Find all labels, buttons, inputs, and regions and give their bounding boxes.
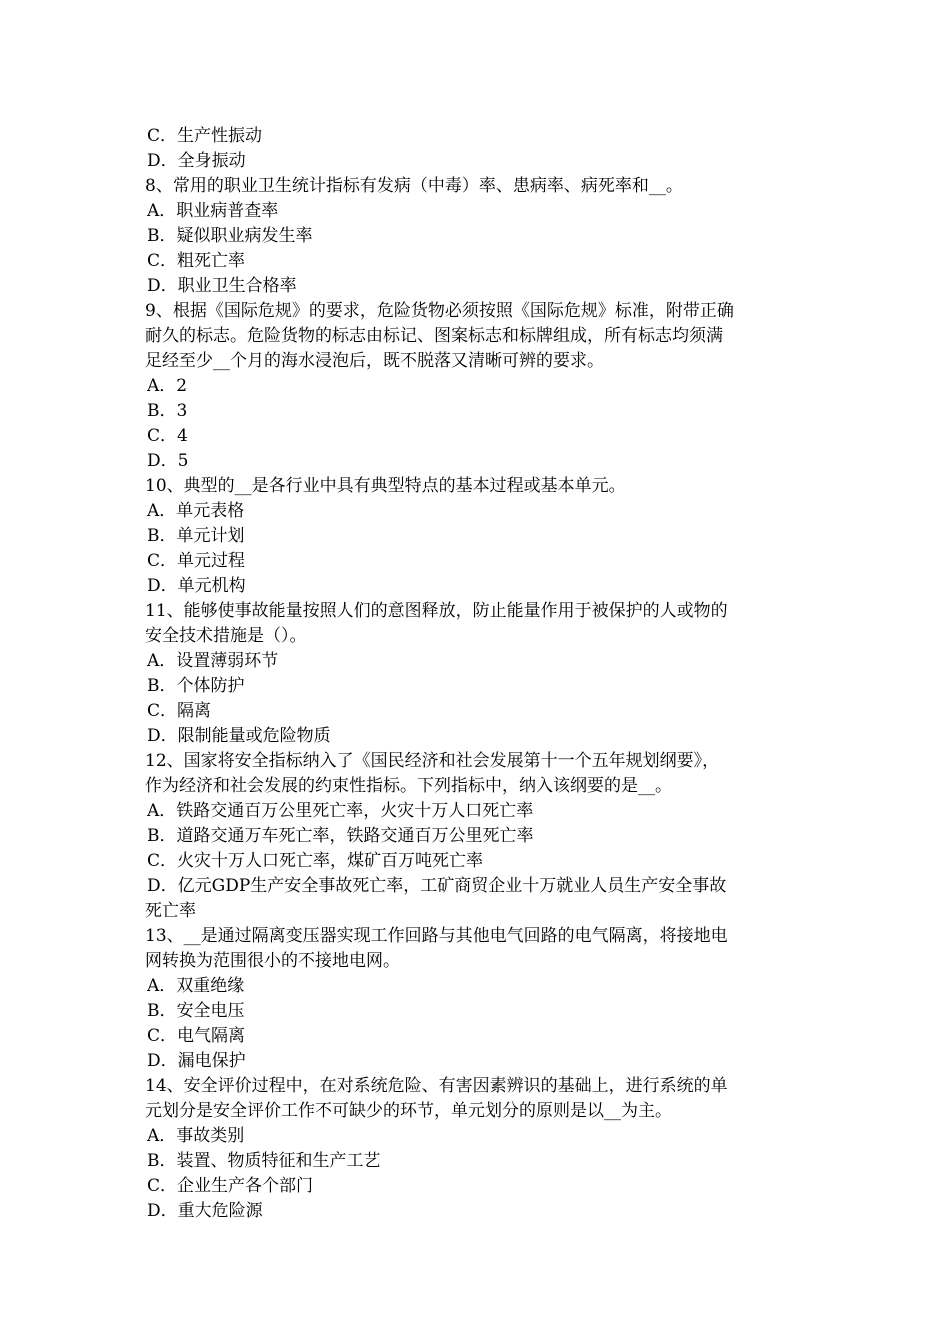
answer-option-line: B．个体防护	[147, 676, 245, 696]
answer-option-line: B．道路交通万车死亡率，铁路交通百万公里死亡率	[147, 826, 534, 846]
answer-option-line: D．限制能量或危险物质	[147, 726, 331, 746]
answer-option-line: B．3	[147, 401, 188, 421]
question-text-line: 10、典型的__是各行业中具有典型特点的基本过程或基本单元。	[145, 476, 626, 496]
answer-option-line: A．设置薄弱环节	[147, 651, 279, 671]
question-text-line: 元划分是安全评价工作不可缺少的环节，单元划分的原则是以__为主。	[145, 1101, 672, 1121]
answer-option-line: D．职业卫生合格率	[147, 276, 297, 296]
answer-option-line: D．全身振动	[147, 151, 246, 171]
answer-option-line: A．铁路交通百万公里死亡率，火灾十万人口死亡率	[147, 801, 534, 821]
question-text-line: 14、安全评价过程中，在对系统危险、有害因素辨识的基础上，进行系统的单	[145, 1076, 728, 1096]
answer-option-line: C．粗死亡率	[147, 251, 246, 271]
question-text-line: 足经至少__个月的海水浸泡后，既不脱落又清晰可辨的要求。	[145, 351, 604, 371]
question-text-line: 12、国家将安全指标纳入了《国民经济和社会发展第十一个五年规划纲要》，	[145, 751, 720, 771]
question-text-line: 耐久的标志。危险货物的标志由标记、图案标志和标牌组成，所有标志均须满	[145, 326, 723, 346]
question-text-line: 8、常用的职业卫生统计指标有发病（中毒）率、患病率、病死率和__。	[145, 176, 683, 196]
question-text-body	[145, 124, 810, 1224]
answer-option-line: D．单元机构	[147, 576, 246, 596]
answer-option-line: D．5	[147, 451, 189, 471]
question-text-line: 13、__是通过隔离变压器实现工作回路与其他电气回路的电气隔离，将接地电	[145, 926, 728, 946]
answer-option-line: C．企业生产各个部门	[147, 1176, 314, 1196]
answer-option-line: A．2	[147, 376, 188, 396]
question-text-line: 9、根据《国际危规》的要求，危险货物必须按照《国际危规》标准，附带正确	[145, 301, 734, 321]
answer-option-line: A．单元表格	[147, 501, 245, 521]
answer-option-line: C．隔离	[147, 701, 212, 721]
answer-option-line: D．亿元GDP生产安全事故死亡率，工矿商贸企业十万就业人员生产安全事故	[147, 876, 727, 896]
answer-option-line: A．双重绝缘	[147, 976, 245, 996]
question-text-line: 死亡率	[145, 901, 196, 921]
answer-option-line: C．电气隔离	[147, 1026, 246, 1046]
question-text-line: 安全技术措施是（）。	[145, 626, 307, 646]
answer-option-line: C．单元过程	[147, 551, 246, 571]
answer-option-line: B．安全电压	[147, 1001, 245, 1021]
answer-option-line: D．漏电保护	[147, 1051, 246, 1071]
answer-option-line: B．单元计划	[147, 526, 245, 546]
answer-option-line: D．重大危险源	[147, 1201, 263, 1221]
question-text-line: 作为经济和社会发展的约束性指标。下列指标中，纳入该纲要的是__。	[145, 776, 672, 796]
question-text-line: 网转换为范围很小的不接地电网。	[145, 951, 400, 971]
answer-option-line: A．事故类别	[147, 1126, 245, 1146]
question-text-line: 11、能够使事故能量按照人们的意图释放，防止能量作用于被保护的人或物的	[145, 601, 728, 621]
answer-option-line: B．装置、物质特征和生产工艺	[147, 1151, 381, 1171]
answer-option-line: C．生产性振动	[147, 126, 263, 146]
answer-option-line: C．火灾十万人口死亡率，煤矿百万吨死亡率	[147, 851, 484, 871]
answer-option-line: A．职业病普查率	[147, 201, 279, 221]
answer-option-line: B．疑似职业病发生率	[147, 226, 313, 246]
answer-option-line: C．4	[147, 426, 188, 446]
